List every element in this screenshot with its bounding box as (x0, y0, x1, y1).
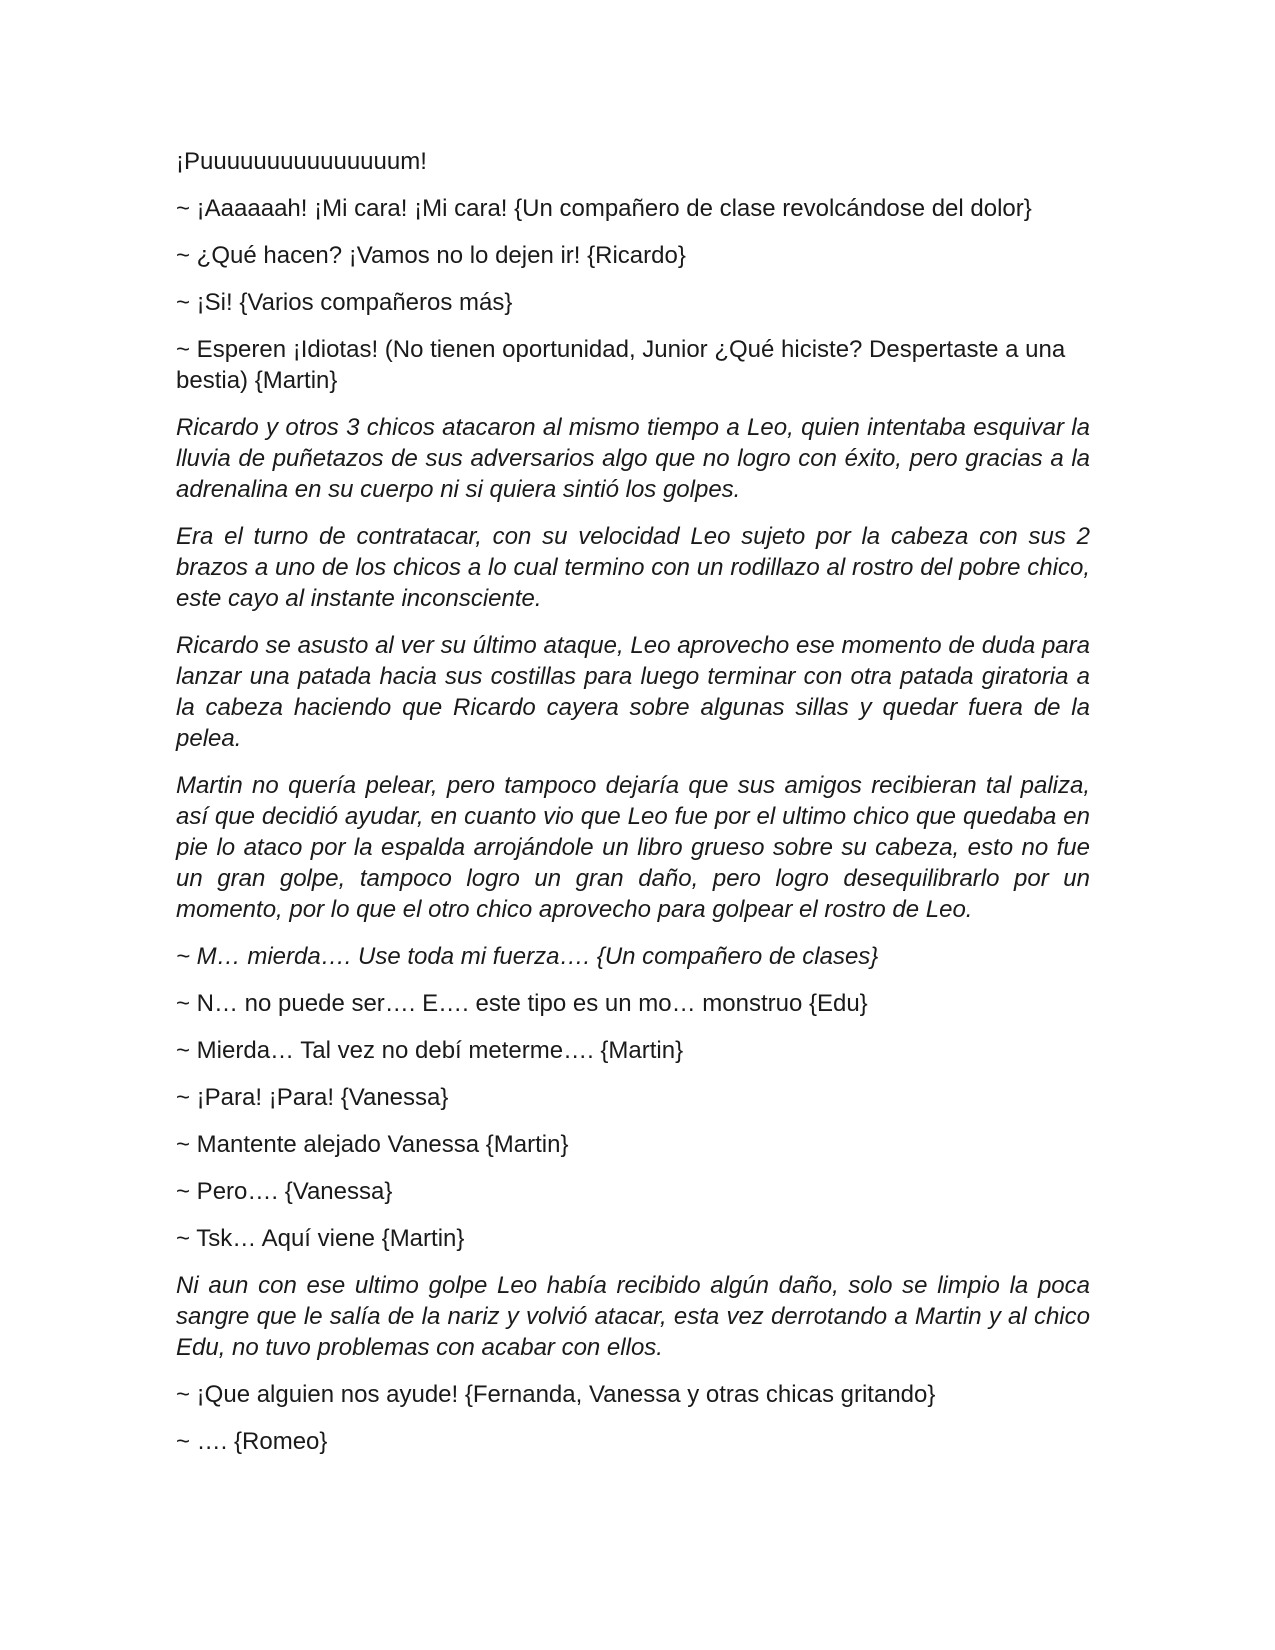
paragraph-8: Ricardo se asusto al ver su último ataque, Leo aprovecho ese momento de duda para lanzar una patada hacia sus costillas para luego terminar con otra patada giratoria a la cabeza haciendo que Ricardo cayera sobre algunas sillas y quedar fuera de la pelea. (176, 632, 1090, 752)
paragraph-10: ~ M… mierda…. Use toda mi fuerza…. {Un compañero de clases} (176, 943, 879, 970)
paragraph-6: Ricardo y otros 3 chicos atacaron al mismo tiempo a Leo, quien intentaba esquivar la lluvia de puñetazos de sus adversarios algo que no logro con éxito, pero gracias a la adrenalina en su cuerpo ni si quiera sintió los golpes. (176, 414, 1090, 503)
paragraph-17: Ni aun con ese ultimo golpe Leo había recibido algún daño, solo se limpio la poca sangre que le salía de la nariz y volvió atacar, esta vez derrotando a Martin y al chico Edu, no tuvo problemas con acabar con ellos. (176, 1272, 1090, 1361)
paragraph-19: ~ …. {Romeo} (176, 1428, 328, 1455)
paragraph-12: ~ Mierda… Tal vez no debí meterme…. {Martin} (176, 1037, 684, 1064)
paragraph-18: ~ ¡Que alguien nos ayude! {Fernanda, Vanessa y otras chicas gritando} (176, 1381, 936, 1408)
paragraph-11: ~ N… no puede ser…. E…. este tipo es un mo… monstruo {Edu} (176, 990, 868, 1017)
paragraph-2: ~ ¡Aaaaaah! ¡Mi cara! ¡Mi cara! {Un compañero de clase revolcándose del dolor} (176, 195, 1032, 222)
paragraph-4: ~ ¡Si! {Varios compañeros más} (176, 289, 513, 316)
paragraph-7: Era el turno de contratacar, con su velocidad Leo sujeto por la cabeza con sus 2 brazos a uno de los chicos a lo cual termino con un rodillazo al rostro del pobre chico, este cayo al instante inconsciente. (176, 523, 1090, 612)
document-page (176, 146, 1090, 1473)
paragraph-3: ~ ¿Qué hacen? ¡Vamos no lo dejen ir! {Ricardo} (176, 242, 686, 269)
paragraph-9: Martin no quería pelear, pero tampoco dejaría que sus amigos recibieran tal paliza, así que decidió ayudar, en cuanto vio que Leo fue por el ultimo chico que quedaba en pie lo ataco por la espalda arrojándole un libro grueso sobre su cabeza, esto no fue un gran golpe, tampoco logro un gran daño, pero logro desequilibrarlo por un momento, por lo que el otro chico aprovecho para golpear el rostro de Leo. (176, 772, 1090, 923)
paragraph-13: ~ ¡Para! ¡Para! {Vanessa} (176, 1084, 449, 1111)
paragraph-5: ~ Esperen ¡Idiotas! (No tienen oportunidad, Junior ¿Qué hiciste? Despertaste a una bestia) {Martin} (176, 336, 1066, 394)
paragraph-16: ~ Tsk… Aquí viene {Martin} (176, 1225, 465, 1252)
paragraph-1: ¡Puuuuuuuuuuuuuuum! (176, 148, 427, 175)
paragraph-14: ~ Mantente alejado Vanessa {Martin} (176, 1131, 569, 1158)
paragraph-15: ~ Pero…. {Vanessa} (176, 1178, 393, 1205)
